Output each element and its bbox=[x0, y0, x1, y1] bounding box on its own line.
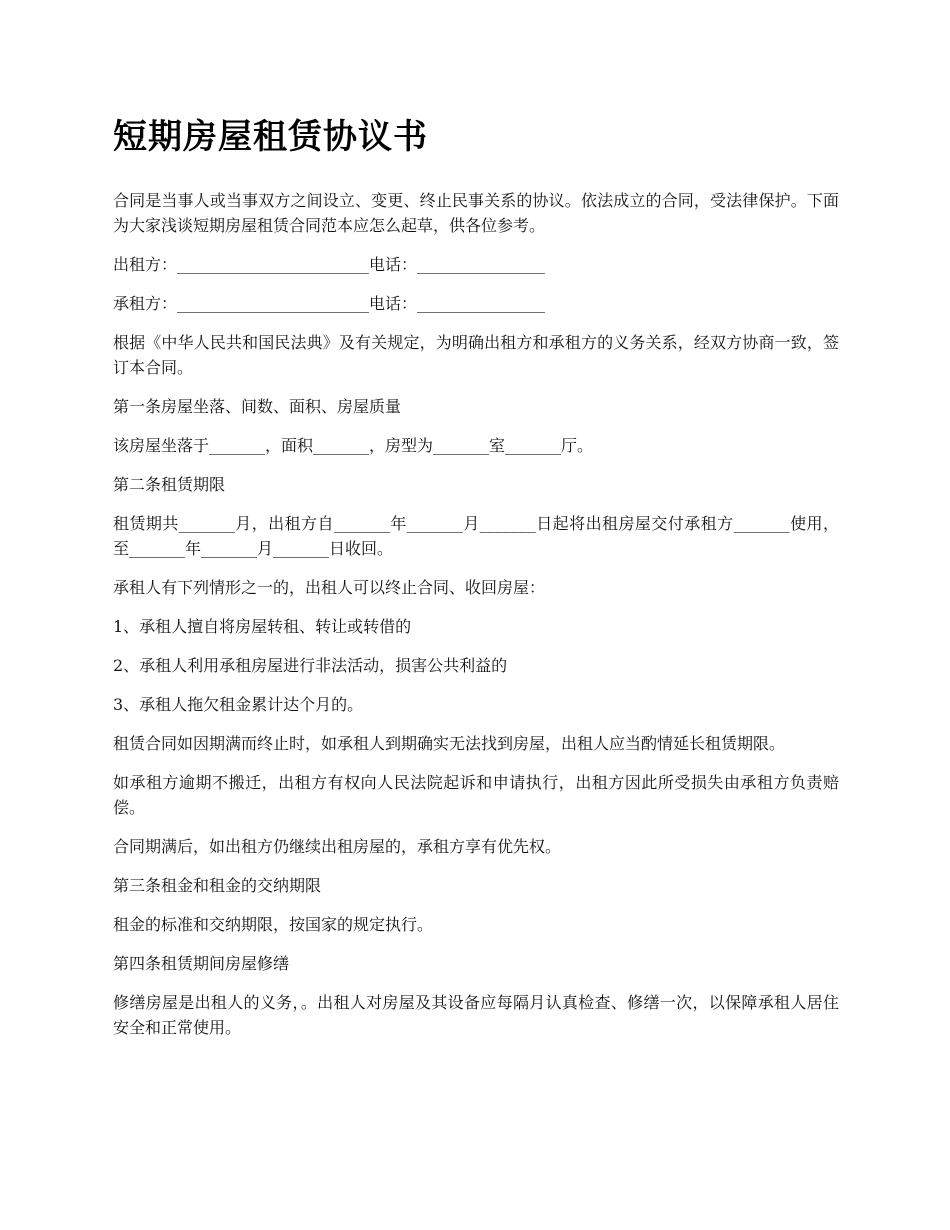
termination-intro: 承租人有下列情形之一的，出租人可以终止合同、收回房屋： bbox=[113, 578, 546, 597]
lessor-line: 出租方：________________________电话：________________ bbox=[113, 255, 546, 274]
article-1-heading: 第一条房屋坐落、间数、面积、房屋质量 bbox=[113, 397, 402, 416]
extension-paragraph: 租赁合同如因期满而终止时，如承租人到期确实无法找到房屋，出租人应当酌情延长租赁期限。 bbox=[113, 734, 786, 753]
article-2-heading: 第二条租赁期限 bbox=[113, 475, 226, 494]
article-2-body: 租赁期共_______月，出租方自_______年_______月_______日起将出租房屋交付承租方_______使用，至_______年_______月_______日收回。 bbox=[113, 514, 839, 558]
document-page bbox=[113, 112, 839, 1054]
termination-item-1: 1、承租人擅自将房屋转租、转让或转借的 bbox=[113, 617, 412, 636]
article-1-body: 该房屋坐落于_______，面积_______，房型为_______室_______厅。 bbox=[113, 436, 594, 455]
intro-paragraph: 合同是当事人或当事双方之间设立、变更、终止民事关系的协议。依法成立的合同，受法律保护。下面为大家浅谈短期房屋租赁合同范本应怎么起草，供各位参考。 bbox=[113, 191, 839, 235]
lessee-line: 承租方：________________________电话：________________ bbox=[113, 294, 546, 313]
basis-paragraph: 根据《中华人民共和国民法典》及有关规定，为明确出租方和承租方的义务关系，经双方协商一致，签订本合同。 bbox=[113, 333, 839, 377]
termination-item-2: 2、承租人利用承租房屋进行非法活动，损害公共利益的 bbox=[113, 656, 508, 675]
article-4-heading: 第四条租赁期间房屋修缮 bbox=[113, 954, 290, 973]
article-3-heading: 第三条租金和租金的交纳期限 bbox=[113, 876, 322, 895]
priority-paragraph: 合同期满后，如出租方仍继续出租房屋的，承租方享有优先权。 bbox=[113, 837, 562, 856]
document-title: 短期房屋租赁协议书 bbox=[113, 117, 428, 157]
article-4-body: 修缮房屋是出租人的义务，。出租人对房屋及其设备应每隔月认真检查、修缮一次，以保障承租人居住安全和正常使用。 bbox=[113, 993, 839, 1037]
termination-item-3: 3、承租人拖欠租金累计达个月的。 bbox=[113, 695, 364, 714]
overdue-paragraph: 如承租方逾期不搬迁，出租方有权向人民法院起诉和申请执行，出租方因此所受损失由承租方负责赔偿。 bbox=[113, 773, 839, 817]
article-3-body: 租金的标准和交纳期限，按国家的规定执行。 bbox=[113, 915, 434, 934]
